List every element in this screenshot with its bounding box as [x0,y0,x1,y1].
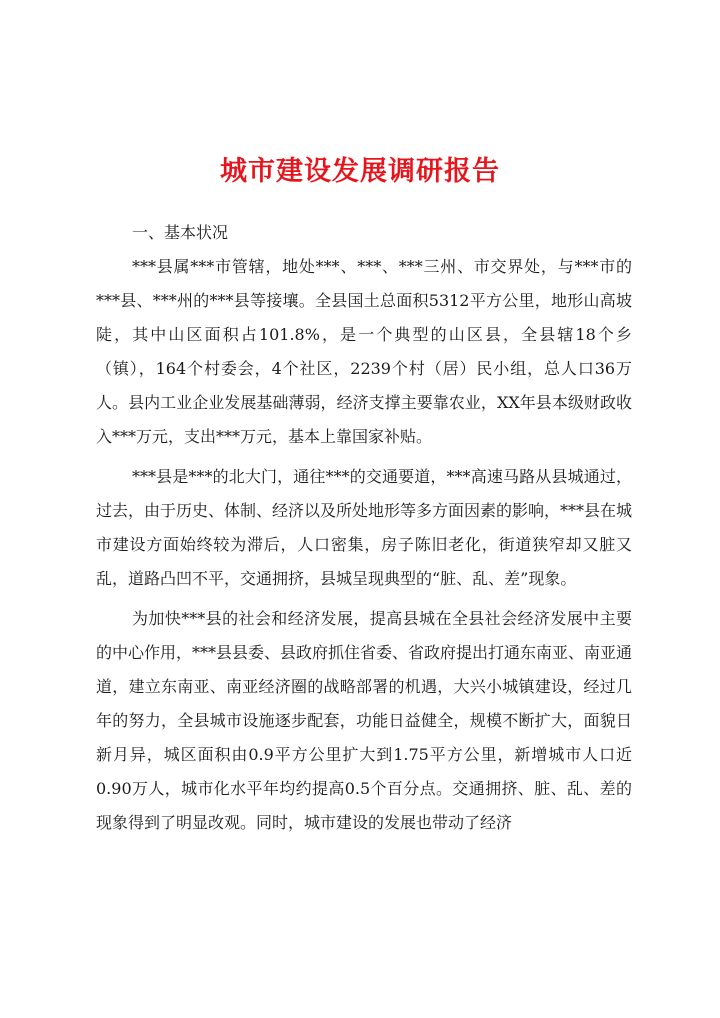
document-title: 城市建设发展调研报告 [220,156,500,187]
document-body [96,215,632,846]
section-heading: 一、基本状况 [132,223,229,242]
paragraph-2: ***县是***的北大门，通往***的交通要道，***高速马路从县城通过，过去，由于历史、体制、经济以及所处地形等多方面因素的影响，***县在城市建设方面始终较为滞后，人口密集，房子陈旧老化，街道狭窄却又脏又乱，道路凸凹不平，交通拥挤，县城呈现典型的“脏、乱、差”现象。 [96,467,633,588]
paragraph-1: ***县属***市管辖，地处***、***、***三州、市交界处，与***市的***县、***州的***县等接壤。全县国土总面积5312平方公里，地形山高坡陡，其中山区面积占101.8%，是一个典型的山区县，全县辖18个乡（镇），164个村委会，4个社区，2239个村（居）民小组，总人口36万人。县内工业企业发展基础薄弱，经济支撑主要靠农业，XX年县本级财政收入***万元，支出***万元，基本上靠国家补贴。 [96,257,632,446]
paragraph-3: 为加快***县的社会和经济发展，提高县城在全县社会经济发展中主要的中心作用，***县县委、县政府抓住省委、省政府提出打通东南亚、南亚通道，建立东南亚、南亚经济圈的战略部署的机遇，大兴小城镇建设，经过几年的努力，全县城市设施逐步配套，功能日益健全，规模不断扩大，面貌日新月异，城区面积由0.9平方公里扩大到1.75平方公里，新增城市人口近0.90万人，城市化水平年均约提高0.5个百分点。交通拥挤、脏、乱、差的现象得到了明显改观。同时，城市建设的发展也带动了经济 [96,609,633,832]
